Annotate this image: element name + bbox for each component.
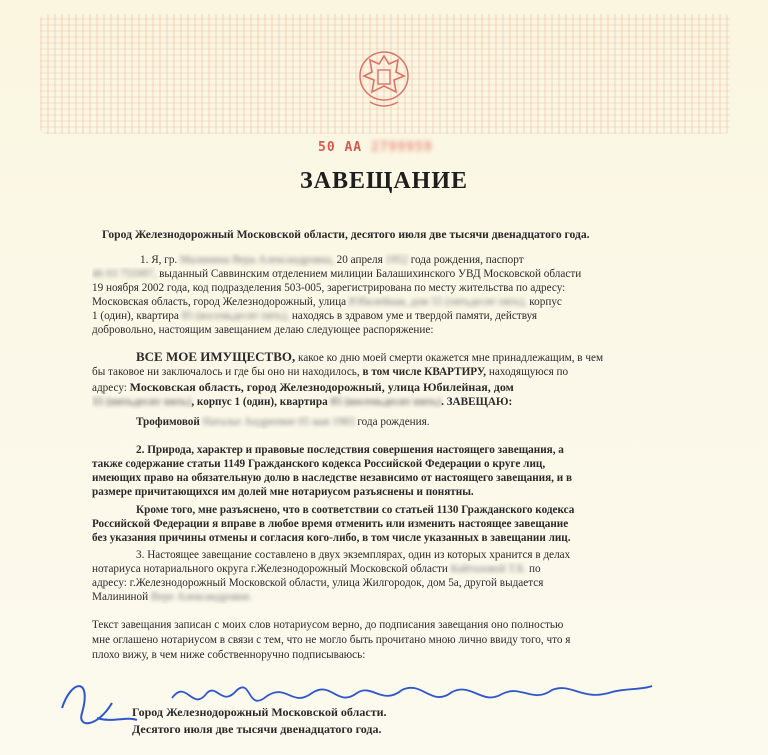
closing-line3: плохо вижу, в чем ниже собственноручно подписываюсь: [92,649,366,661]
property-line5: Трофимовой Наталье Андреевне 05 мая 1983 года рождения. [136,416,430,428]
para1-line2: 46 03 755997, выданный Саввинским отделением милиции Балашихинского УВД Московской области [92,268,582,280]
para1-line6: добровольно, настоящим завещанием делаю следующее распоряжение: [92,324,434,336]
para2-line5: Кроме того, мне разъяснено, что в соответствии со статьей 1130 Гражданского кодекса [136,504,575,516]
para1-line1: 1. Я, гр. Малинина Вера Александровна, 20 апреля 1952 года рождения, паспорт [140,254,524,266]
para1-line5: 1 (один), квартира 85 (восемьдесят пять), находясь в здравом уме и твердой памяти, действуя [92,310,538,322]
footer-city: Город Железнодорожный Московской области. [132,705,387,719]
property-line1: ВСЕ МОЕ ИМУЩЕСТВО, какое ко дню моей смерти окажется мне принадлежащим, в чем [136,350,604,364]
para2-line2: также содержание статьи 1149 Гражданского кодекса Российской Федерации о круге лиц, [92,458,546,470]
para2-line3: имеющих право на обязательную долю в наследстве независимо от настоящего завещания, и в [92,472,573,484]
para3-line3: адресу: г.Железнодорожный Московской области, улица Жилгородок, дом 5а, другой выдается [92,577,544,589]
form-serial-number: 50 АА 2799959 [318,140,433,155]
footer-date: Десятого июля две тысячи двенадцатого года. [132,722,382,736]
document-title: ЗАВЕЩАНИЕ [299,168,469,194]
para1-line3: 19 ноября 2002 года, код подразделения 503-005, зарегистрирована по месту жительства по адресу: [92,282,566,294]
para3-line4: Малининой Вере Александровне. [92,591,253,603]
closing-line1: Текст завещания записан с моих слов нотариусом верно, до подписания завещания оно полностью [92,619,564,631]
property-line2: бы таковое ни заключалось и где бы оно ни находилось, в том числе КВАРТИРУ, находящуюся по [92,366,569,378]
para2-line4: размере причитающихся им долей мне нотариусом разъяснены и понятны. [92,486,474,498]
para3-line1: 3. Настоящее завещание составлено в двух экземплярах, один из которых хранится в делах [136,549,571,561]
property-line3: адресу: Московская область, город Железнодорожный, улица Юбилейная, дом [92,380,514,394]
para2-line1: 2. Природа, характер и правовые последствия совершения настоящего завещания, а [136,444,564,456]
city-date-line: Город Железнодорожный Московской области, десятого июля две тысячи двенадцатого года. [102,228,590,241]
para3-line2: нотариуса нотариального округа г.Железнодорожный Московской области Кайтазовой Т.Б. по [92,563,541,575]
property-line4: 55 (пятьдесят пять), корпус 1 (один), квартира 85 (восемьдесят пять). ЗАВЕЩАЮ: [92,396,513,408]
closing-line2: мне оглашено нотариусом в связи с тем, что не могло быть прочитано мною лично ввиду того, что я [92,634,571,646]
para2-line6: Российской Федерации я вправе в любое время отменить или изменить настоящее завещание [92,518,569,530]
coat-of-arms-icon [356,46,412,110]
para1-line4: Московская область, город Железнодорожный, улица Юбилейная, дом 55 (пятьдесят пять), корпус [92,296,562,308]
para2-line7: без указания причины отмены и согласия кого-либо, в том числе указанных в завещании лиц. [92,532,571,544]
